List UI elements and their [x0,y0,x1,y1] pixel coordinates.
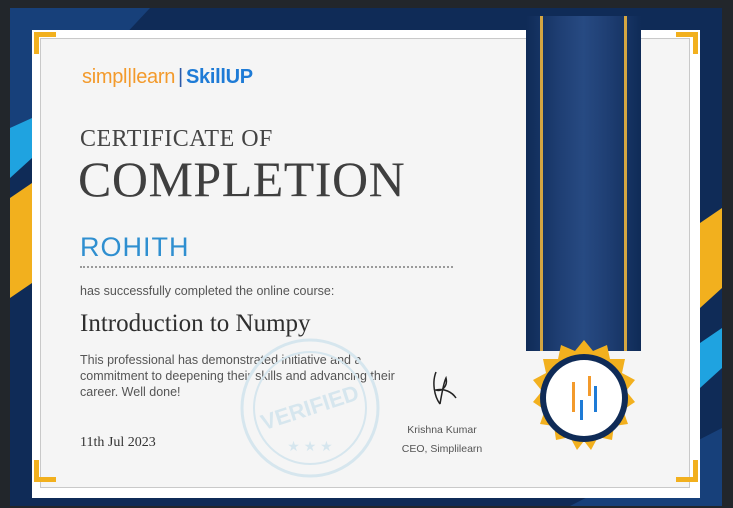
recipient-name: ROHITH [80,232,190,262]
corner-ornament-top-left [34,32,56,54]
signature-mark [422,368,462,408]
completion-statement: has successfully completed the online course: [80,284,335,298]
corner-ornament-top-right [676,32,698,54]
simplilearn-skillup-logo [82,66,253,89]
course-title: Introduction to Numpy [80,310,311,337]
svg-text:★ ★ ★: ★ ★ ★ [287,438,333,454]
ribbon-stripe-left [540,16,543,351]
medal-seal-icon [522,338,646,462]
ribbon [526,16,641,351]
verified-watermark-icon [235,333,385,483]
certificate-title: COMPLETION [78,151,406,207]
certificate-heading: CERTIFICATE OF [80,126,273,152]
issue-date: 11th Jul 2023 [80,435,156,450]
signer-title: CEO, Simplilearn [401,443,483,455]
logo-separator: | [178,66,183,88]
commendation-text: This professional has demonstrated initiative and a commitment to deepening their skills and advancing their career. Well done! [80,353,395,399]
dotted-divider [80,266,453,268]
corner-ornament-bottom-left [34,460,56,482]
ribbon-stripe-right [624,16,627,351]
corner-ornament-bottom-right [676,460,698,482]
watermark-text: VERIFIED [257,379,362,436]
signer-name: Krishna Kumar [407,424,477,436]
logo-skillup: SkillUP [185,66,253,88]
logo-simplilearn: simpl|learn [82,66,176,88]
